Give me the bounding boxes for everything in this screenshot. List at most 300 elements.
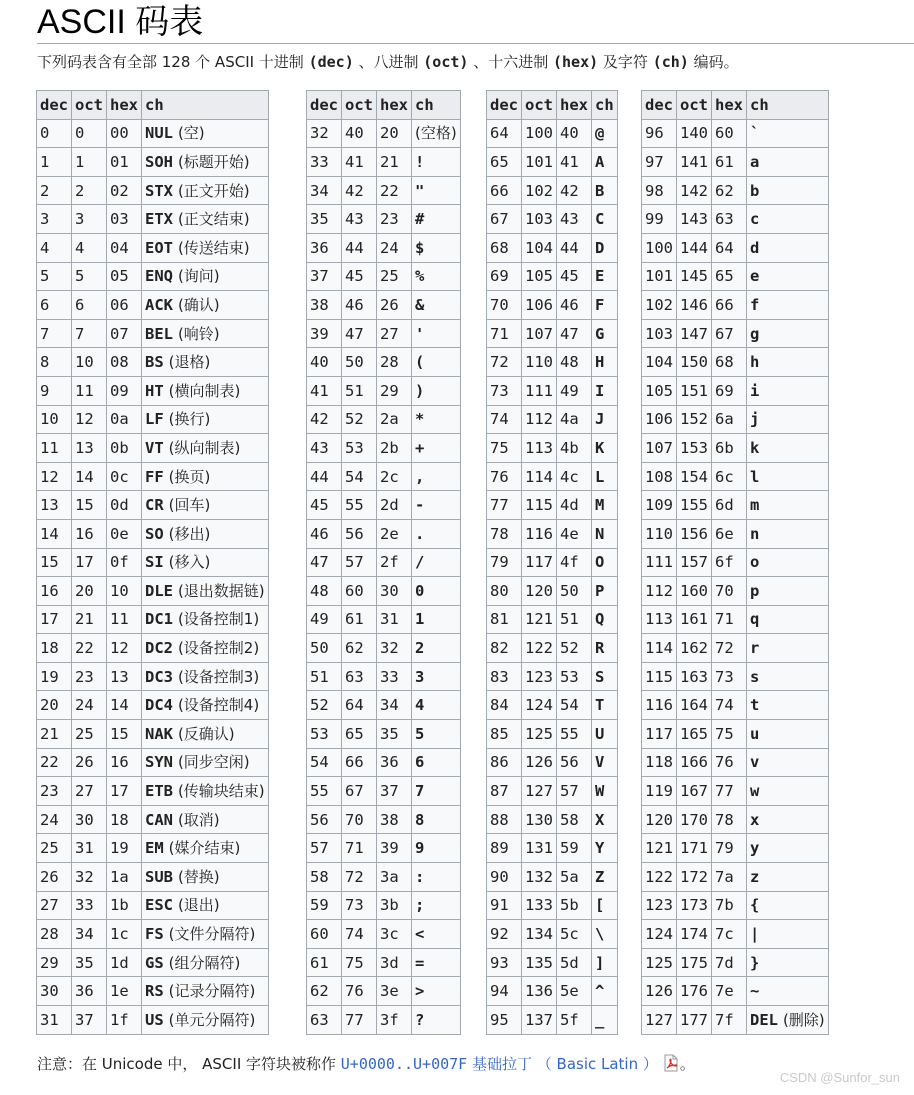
hex-cell: 6f xyxy=(712,548,747,577)
oct-cell: 7 xyxy=(72,319,107,348)
ch-cell xyxy=(142,519,269,548)
char-code: W xyxy=(595,782,605,801)
dec-cell: 93 xyxy=(487,948,522,977)
ch-cell xyxy=(747,691,829,720)
char-code: < xyxy=(415,925,425,944)
char-code: v xyxy=(750,753,760,772)
ch-cell xyxy=(142,405,269,434)
ch-cell xyxy=(592,748,618,777)
oct-cell: 114 xyxy=(522,462,557,491)
hex-cell: 2a xyxy=(377,405,412,434)
char-code: { xyxy=(750,896,760,915)
char-code: p xyxy=(750,581,760,600)
intro-after: 编码。 xyxy=(688,53,739,71)
ch-cell xyxy=(592,948,618,977)
hex-cell: 17 xyxy=(107,777,142,806)
table-row xyxy=(487,405,618,434)
oct-cell: 43 xyxy=(342,205,377,234)
char-code: . xyxy=(415,524,425,543)
ascii-table-96-127 xyxy=(641,90,829,1035)
char-code: n xyxy=(750,524,760,543)
char-code: # xyxy=(415,210,425,229)
char-code: F xyxy=(595,295,605,314)
oct-cell: 145 xyxy=(677,262,712,291)
ch-cell xyxy=(592,548,618,577)
dec-cell: 125 xyxy=(642,948,677,977)
char-code: 8 xyxy=(415,810,425,829)
ch-cell xyxy=(592,119,618,148)
dec-cell: 14 xyxy=(37,519,72,548)
char-code: ] xyxy=(595,953,605,972)
hex-cell: 7b xyxy=(712,891,747,920)
dec-cell: 57 xyxy=(307,834,342,863)
table-row xyxy=(307,777,461,806)
table-row xyxy=(307,119,461,148)
dec-cell: 75 xyxy=(487,434,522,463)
table-row xyxy=(642,176,829,205)
dec-cell: 43 xyxy=(307,434,342,463)
hex-cell: 0f xyxy=(107,548,142,577)
table-row xyxy=(642,348,829,377)
char-code: 9 xyxy=(415,839,425,858)
char-code: l xyxy=(750,467,760,486)
table-row xyxy=(307,720,461,749)
ch-cell xyxy=(142,376,269,405)
oct-cell: 37 xyxy=(72,1006,107,1035)
hex-cell: 71 xyxy=(712,605,747,634)
dec-cell: 63 xyxy=(307,1006,342,1035)
hex-cell: 6c xyxy=(712,462,747,491)
oct-cell: 160 xyxy=(677,577,712,606)
char-code: V xyxy=(595,753,605,772)
table-row xyxy=(487,662,618,691)
hex-cell: 44 xyxy=(557,233,592,262)
char-code: GS xyxy=(145,953,164,972)
hex-cell: 45 xyxy=(557,262,592,291)
dec-cell: 126 xyxy=(642,977,677,1006)
table-row xyxy=(487,148,618,177)
hex-cell: 48 xyxy=(557,348,592,377)
table-row xyxy=(307,148,461,177)
ch-cell xyxy=(592,605,618,634)
oct-cell: 115 xyxy=(522,491,557,520)
table-row xyxy=(487,777,618,806)
table-row xyxy=(37,548,269,577)
oct-cell: 15 xyxy=(72,491,107,520)
dec-cell: 9 xyxy=(37,376,72,405)
column-header-hex: hex xyxy=(377,91,412,120)
oct-cell: 66 xyxy=(342,748,377,777)
char-code: S xyxy=(595,667,605,686)
column-header-oct: oct xyxy=(522,91,557,120)
char-description: (空格) xyxy=(415,124,457,143)
oct-cell: 106 xyxy=(522,291,557,320)
char-code: e xyxy=(750,267,760,286)
dec-cell: 68 xyxy=(487,233,522,262)
char-description: (媒介结束) xyxy=(168,839,241,858)
hex-cell: 64 xyxy=(712,233,747,262)
ch-cell xyxy=(412,948,461,977)
ch-cell xyxy=(142,319,269,348)
hex-cell: 3d xyxy=(377,948,412,977)
ch-cell xyxy=(412,205,461,234)
oct-cell: 136 xyxy=(522,977,557,1006)
char-code: EM xyxy=(145,839,164,858)
column-header-ch: ch xyxy=(412,91,461,120)
oct-cell: 151 xyxy=(677,376,712,405)
basic-latin-link-text[interactable]: 基础拉丁 （ Basic Latin ） xyxy=(467,1055,658,1073)
hex-cell: 35 xyxy=(377,720,412,749)
dec-cell: 19 xyxy=(37,662,72,691)
oct-cell: 76 xyxy=(342,977,377,1006)
oct-cell: 52 xyxy=(342,405,377,434)
char-code: 1 xyxy=(415,610,425,629)
oct-cell: 112 xyxy=(522,405,557,434)
char-description: (组分隔符) xyxy=(168,953,241,972)
char-code: % xyxy=(415,267,425,286)
table-row xyxy=(307,863,461,892)
dec-cell: 72 xyxy=(487,348,522,377)
oct-cell: 2 xyxy=(72,176,107,205)
char-description: (确认) xyxy=(177,295,220,314)
char-code: m xyxy=(750,496,760,515)
dec-cell: 69 xyxy=(487,262,522,291)
oct-cell: 167 xyxy=(677,777,712,806)
oct-cell: 64 xyxy=(342,691,377,720)
ch-cell xyxy=(747,376,829,405)
dec-cell: 32 xyxy=(307,119,342,148)
dec-cell: 62 xyxy=(307,977,342,1006)
ch-cell xyxy=(412,891,461,920)
hex-cell: 5f xyxy=(557,1006,592,1035)
char-code: ETB xyxy=(145,782,173,801)
ch-cell xyxy=(142,662,269,691)
char-code: X xyxy=(595,810,605,829)
dec-cell: 108 xyxy=(642,462,677,491)
hex-cell: 4c xyxy=(557,462,592,491)
hex-cell: 30 xyxy=(377,577,412,606)
ch-cell xyxy=(142,233,269,262)
ch-cell xyxy=(142,548,269,577)
ch-cell xyxy=(592,720,618,749)
table-row xyxy=(37,376,269,405)
hex-cell: 00 xyxy=(107,119,142,148)
watermark: CSDN @Sunfor_sun xyxy=(779,1070,900,1085)
table-row xyxy=(642,519,829,548)
ch-cell xyxy=(747,977,829,1006)
char-code: ; xyxy=(415,896,425,915)
dec-cell: 37 xyxy=(307,262,342,291)
char-code: K xyxy=(595,438,605,457)
oct-cell: 174 xyxy=(677,920,712,949)
oct-cell: 105 xyxy=(522,262,557,291)
hex-cell: 50 xyxy=(557,577,592,606)
dec-cell: 76 xyxy=(487,462,522,491)
oct-cell: 62 xyxy=(342,634,377,663)
dec-cell: 60 xyxy=(307,920,342,949)
table-row xyxy=(642,577,829,606)
ch-cell xyxy=(142,434,269,463)
dec-cell: 6 xyxy=(37,291,72,320)
dec-cell: 117 xyxy=(642,720,677,749)
ch-cell xyxy=(747,462,829,491)
ch-cell xyxy=(142,262,269,291)
table-row xyxy=(642,920,829,949)
hex-cell: 73 xyxy=(712,662,747,691)
table-row xyxy=(642,948,829,977)
char-code: 2 xyxy=(415,639,425,658)
table-row xyxy=(307,491,461,520)
dec-cell: 21 xyxy=(37,720,72,749)
dec-cell: 90 xyxy=(487,863,522,892)
char-code: L xyxy=(595,467,605,486)
char-description: (退出) xyxy=(177,896,220,915)
hex-cell: 65 xyxy=(712,262,747,291)
oct-cell: 131 xyxy=(522,834,557,863)
oct-cell: 144 xyxy=(677,233,712,262)
footer-suffix: 。 xyxy=(679,1055,695,1073)
oct-cell: 146 xyxy=(677,291,712,320)
table-row xyxy=(307,662,461,691)
hex-cell: 26 xyxy=(377,291,412,320)
ch-cell xyxy=(412,548,461,577)
hex-cell: 04 xyxy=(107,233,142,262)
char-code: ` xyxy=(750,124,760,143)
dec-cell: 78 xyxy=(487,519,522,548)
hex-cell: 28 xyxy=(377,348,412,377)
hex-cell: 6b xyxy=(712,434,747,463)
dec-cell: 80 xyxy=(487,577,522,606)
pdf-icon[interactable] xyxy=(662,1054,680,1072)
hex-cell: 58 xyxy=(557,805,592,834)
char-code: T xyxy=(595,696,605,715)
char-code: 7 xyxy=(415,782,425,801)
hex-cell: 57 xyxy=(557,777,592,806)
ch-cell xyxy=(592,491,618,520)
dec-cell: 89 xyxy=(487,834,522,863)
table-row xyxy=(37,491,269,520)
ch-cell xyxy=(592,291,618,320)
ch-cell xyxy=(412,233,461,262)
hex-cell: 24 xyxy=(377,233,412,262)
dec-cell: 104 xyxy=(642,348,677,377)
column-header-oct: oct xyxy=(677,91,712,120)
oct-cell: 166 xyxy=(677,748,712,777)
ch-cell xyxy=(142,605,269,634)
hex-cell: 42 xyxy=(557,176,592,205)
ascii-table-32-63 xyxy=(306,90,461,1035)
table-row xyxy=(307,834,461,863)
table-row xyxy=(487,891,618,920)
oct-cell: 161 xyxy=(677,605,712,634)
ch-cell xyxy=(142,691,269,720)
dec-cell: 7 xyxy=(37,319,72,348)
oct-cell: 26 xyxy=(72,748,107,777)
oct-cell: 130 xyxy=(522,805,557,834)
dec-cell: 111 xyxy=(642,548,677,577)
hex-cell: 1b xyxy=(107,891,142,920)
table-row xyxy=(37,777,269,806)
char-description: (反确认) xyxy=(177,724,235,743)
dec-cell: 23 xyxy=(37,777,72,806)
dec-cell: 92 xyxy=(487,920,522,949)
column-header-ch: ch xyxy=(747,91,829,120)
dec-cell: 74 xyxy=(487,405,522,434)
ch-cell xyxy=(412,777,461,806)
table-row xyxy=(642,148,829,177)
table-row xyxy=(37,434,269,463)
oct-cell: 16 xyxy=(72,519,107,548)
char-code: US xyxy=(145,1010,164,1029)
table-row xyxy=(642,291,829,320)
dec-cell: 30 xyxy=(37,977,72,1006)
dec-cell: 35 xyxy=(307,205,342,234)
char-code: A xyxy=(595,152,605,171)
table-row xyxy=(307,233,461,262)
dec-cell: 13 xyxy=(37,491,72,520)
hex-cell: 21 xyxy=(377,148,412,177)
ch-cell xyxy=(747,434,829,463)
oct-cell: 100 xyxy=(522,119,557,148)
dec-cell: 70 xyxy=(487,291,522,320)
char-code: P xyxy=(595,581,605,600)
oct-cell: 74 xyxy=(342,920,377,949)
table-row xyxy=(487,577,618,606)
hex-cell: 2e xyxy=(377,519,412,548)
dec-cell: 26 xyxy=(37,863,72,892)
oct-cell: 5 xyxy=(72,262,107,291)
hex-cell: 38 xyxy=(377,805,412,834)
ch-cell xyxy=(412,348,461,377)
dec-cell: 87 xyxy=(487,777,522,806)
dec-cell: 77 xyxy=(487,491,522,520)
table-row xyxy=(37,605,269,634)
hex-cell: 59 xyxy=(557,834,592,863)
char-code: ( xyxy=(415,353,425,372)
dec-cell: 42 xyxy=(307,405,342,434)
dec-cell: 20 xyxy=(37,691,72,720)
oct-cell: 46 xyxy=(342,291,377,320)
char-code: CAN xyxy=(145,810,173,829)
ch-cell xyxy=(747,348,829,377)
hex-cell: 2c xyxy=(377,462,412,491)
oct-cell: 101 xyxy=(522,148,557,177)
oct-cell: 33 xyxy=(72,891,107,920)
hex-cell: 1e xyxy=(107,977,142,1006)
char-code: , xyxy=(415,467,425,486)
char-code: > xyxy=(415,982,425,1001)
dec-cell: 81 xyxy=(487,605,522,634)
char-code: f xyxy=(750,295,760,314)
hex-cell: 08 xyxy=(107,348,142,377)
oct-cell: 56 xyxy=(342,519,377,548)
hex-cell: 3b xyxy=(377,891,412,920)
oct-cell: 135 xyxy=(522,948,557,977)
oct-cell: 143 xyxy=(677,205,712,234)
char-description: (空) xyxy=(177,124,205,143)
basic-latin-link-code[interactable]: U+0000..U+007F xyxy=(340,1055,468,1073)
table-row xyxy=(37,176,269,205)
ch-cell xyxy=(592,634,618,663)
table-row xyxy=(37,634,269,663)
oct-cell: 12 xyxy=(72,405,107,434)
hex-cell: 31 xyxy=(377,605,412,634)
dec-cell: 66 xyxy=(487,176,522,205)
basic-latin-link[interactable] xyxy=(341,1055,658,1073)
char-code: SYN xyxy=(145,753,173,772)
ch-cell xyxy=(747,948,829,977)
ch-cell xyxy=(592,805,618,834)
char-code: Q xyxy=(595,610,605,629)
hex-cell: 6d xyxy=(712,491,747,520)
hex-cell: 4f xyxy=(557,548,592,577)
hex-cell: 60 xyxy=(712,119,747,148)
ch-cell xyxy=(412,319,461,348)
dec-cell: 79 xyxy=(487,548,522,577)
ch-cell xyxy=(142,1006,269,1035)
ch-cell xyxy=(592,205,618,234)
intro-hex: (hex) xyxy=(552,53,599,71)
ch-cell xyxy=(412,176,461,205)
char-code: STX xyxy=(145,181,173,200)
hex-cell: 2d xyxy=(377,491,412,520)
table-row xyxy=(307,434,461,463)
hex-cell: 12 xyxy=(107,634,142,663)
table-row xyxy=(37,262,269,291)
dec-cell: 67 xyxy=(487,205,522,234)
char-code: ENQ xyxy=(145,267,173,286)
oct-cell: 41 xyxy=(342,148,377,177)
dec-cell: 118 xyxy=(642,748,677,777)
dec-cell: 58 xyxy=(307,863,342,892)
char-code: x xyxy=(750,810,760,829)
char-code: ^ xyxy=(595,982,605,1001)
table-row xyxy=(487,834,618,863)
dec-cell: 48 xyxy=(307,577,342,606)
ch-cell xyxy=(747,863,829,892)
dec-cell: 40 xyxy=(307,348,342,377)
hex-cell: 55 xyxy=(557,720,592,749)
hex-cell: 20 xyxy=(377,119,412,148)
char-code: Y xyxy=(595,839,605,858)
dec-cell: 5 xyxy=(37,262,72,291)
ch-cell xyxy=(592,691,618,720)
ch-cell xyxy=(592,434,618,463)
dec-cell: 119 xyxy=(642,777,677,806)
oct-cell: 67 xyxy=(342,777,377,806)
char-code: / xyxy=(415,553,425,572)
oct-cell: 103 xyxy=(522,205,557,234)
char-description: (横向制表) xyxy=(168,381,241,400)
char-code: r xyxy=(750,639,760,658)
char-code: i xyxy=(750,381,760,400)
hex-cell: 4e xyxy=(557,519,592,548)
table-row xyxy=(642,977,829,1006)
ch-cell xyxy=(412,863,461,892)
column-header-hex: hex xyxy=(557,91,592,120)
char-code: E xyxy=(595,267,605,286)
hex-cell: 15 xyxy=(107,720,142,749)
ch-cell xyxy=(592,920,618,949)
char-code: H xyxy=(595,353,605,372)
ch-cell xyxy=(592,834,618,863)
table-row xyxy=(642,605,829,634)
table-row xyxy=(487,805,618,834)
hex-cell: 53 xyxy=(557,662,592,691)
dec-cell: 121 xyxy=(642,834,677,863)
hex-cell: 22 xyxy=(377,176,412,205)
hex-cell: 75 xyxy=(712,720,747,749)
